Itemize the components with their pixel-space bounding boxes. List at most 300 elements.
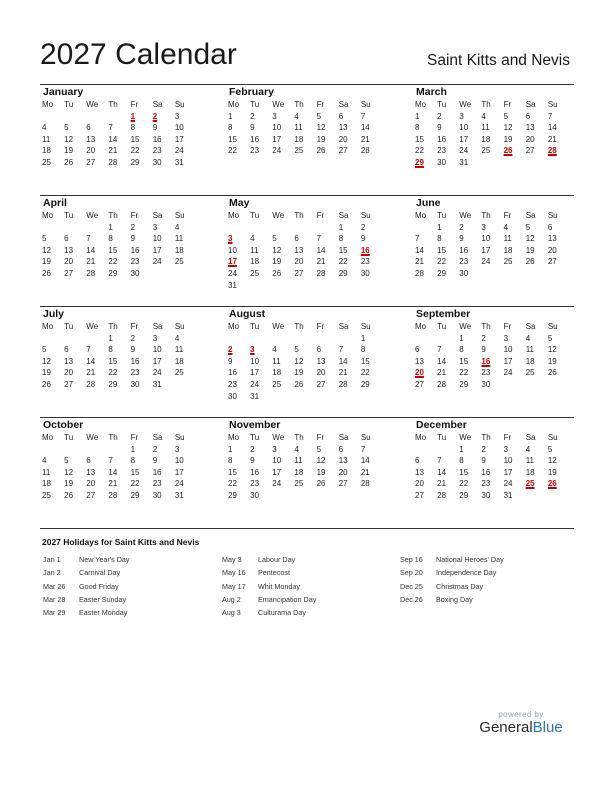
day-cell: 14 [108, 134, 118, 144]
day-cell [524, 490, 546, 502]
day-cell: 21 [86, 257, 96, 267]
week-row [413, 344, 568, 356]
day-cell: 24 [503, 479, 513, 489]
day-cell: 4 [250, 234, 255, 244]
day-cell: 23 [130, 257, 140, 267]
day-cell: 4 [42, 123, 47, 133]
week-row [226, 111, 381, 123]
day-cell: 28 [437, 379, 447, 389]
day-cell [226, 333, 248, 345]
weekday-label: Mo [42, 211, 54, 220]
month-march [413, 85, 568, 169]
day-cell: 23 [250, 146, 260, 156]
day-cell: 22 [130, 479, 140, 489]
day-cell: 29 [437, 268, 447, 278]
holiday-name: Independence Day [436, 568, 497, 578]
month-name: May [229, 197, 250, 209]
weekday-label: Fr [503, 100, 512, 109]
day-cell: 2 [130, 222, 136, 232]
day-cell [173, 268, 195, 280]
day-cell: 5 [547, 333, 553, 343]
day-cell: 28 [437, 490, 447, 500]
day-cell: 25 [294, 146, 304, 156]
holiday-item [222, 566, 316, 579]
weekday-label: Tu [250, 100, 260, 109]
weekday-label: We [459, 322, 472, 331]
weekday-label: Mo [228, 433, 240, 442]
day-cell: 11 [294, 123, 303, 133]
day-cell: 18 [42, 146, 51, 156]
day-cell: 10 [250, 356, 260, 366]
month-name: January [43, 86, 84, 98]
day-cell: 16 [250, 134, 260, 144]
day-cell: 1 [130, 444, 136, 454]
month-october [40, 418, 195, 502]
day-cell: 23 [437, 146, 447, 156]
day-cell: 8 [360, 345, 366, 355]
day-cell: 5 [64, 456, 69, 466]
day-cell: 2 [130, 333, 136, 343]
day-cell: 13 [86, 134, 96, 144]
weekday-label: Mo [42, 433, 54, 442]
day-cell: 9 [481, 345, 486, 355]
day-cell: 23 [360, 257, 370, 267]
day-cell: 10 [481, 234, 491, 244]
holiday-list-column-1 [43, 553, 130, 619]
weekday-label: Sa [525, 211, 536, 220]
day-cell: 16 [481, 467, 491, 477]
week-row [413, 333, 568, 345]
holiday-item [222, 593, 316, 606]
holiday-day-cell: 17 [228, 257, 237, 267]
day-cell: 4 [481, 111, 486, 121]
holiday-date: Mar 28 [43, 594, 66, 604]
weekday-header [413, 99, 568, 111]
day-cell: 26 [64, 490, 74, 500]
week-row [226, 134, 381, 146]
holiday-date: May 16 [222, 568, 246, 578]
day-cell: 6 [338, 111, 344, 121]
day-cell: 10 [272, 456, 282, 466]
week-row [413, 256, 568, 268]
day-cell: 22 [360, 368, 370, 378]
day-cell: 26 [316, 479, 326, 489]
day-cell: 1 [228, 444, 233, 454]
day-cell: 15 [130, 467, 140, 477]
holiday-date: Mar 26 [43, 581, 66, 591]
day-cell: 17 [152, 356, 162, 366]
holiday-day-cell: 1 [130, 111, 136, 121]
holiday-day-cell: 25 [525, 479, 535, 489]
day-cell: 24 [503, 368, 513, 378]
day-cell: 7 [415, 234, 420, 244]
weekday-label: Su [174, 433, 185, 442]
day-cell: 14 [360, 123, 370, 133]
holiday-name: Labour Day [258, 555, 296, 564]
weekday-label: We [86, 211, 99, 220]
day-cell: 2 [481, 333, 486, 343]
day-cell: 25 [503, 257, 513, 267]
day-cell: 9 [250, 456, 255, 466]
week-row [226, 245, 381, 257]
day-cell: 26 [272, 268, 282, 278]
day-cell: 19 [547, 356, 557, 366]
day-cell: 3 [152, 222, 158, 232]
weekday-header [226, 432, 381, 444]
weekday-label: Tu [437, 100, 447, 109]
day-cell: 14 [86, 245, 96, 255]
weekday-label: Mo [228, 322, 240, 331]
weekday-label: Sa [152, 433, 163, 442]
day-cell: 13 [64, 245, 74, 255]
week-row [413, 145, 568, 157]
weekday-label: Tu [437, 211, 447, 220]
weekday-label: Sa [525, 100, 536, 109]
holiday-day-cell: 16 [360, 245, 370, 255]
day-cell: 4 [272, 345, 277, 355]
day-cell: 10 [152, 345, 162, 355]
day-cell [40, 333, 62, 345]
day-cell: 7 [547, 111, 553, 121]
day-cell: 30 [437, 157, 447, 167]
day-cell: 24 [174, 479, 184, 489]
week-row [226, 455, 381, 467]
week-row [413, 268, 568, 280]
day-cell: 18 [481, 134, 491, 144]
holiday-date: Aug 3 [222, 608, 241, 618]
day-cell: 21 [338, 368, 348, 378]
weekday-label: Mo [415, 322, 427, 331]
day-cell: 5 [547, 444, 553, 454]
day-cell: 24 [174, 146, 184, 156]
weekday-label: Mo [415, 211, 427, 220]
weekday-label: Th [481, 433, 491, 442]
week-row [226, 344, 381, 356]
week-row [413, 467, 568, 479]
day-cell: 31 [228, 280, 237, 290]
day-cell: 20 [64, 257, 74, 267]
day-cell: 15 [228, 134, 237, 144]
day-cell: 24 [250, 379, 260, 389]
weekday-label: We [86, 100, 99, 109]
holiday-date: Aug 2 [222, 594, 241, 604]
day-cell: 24 [272, 479, 282, 489]
day-cell: 15 [459, 467, 469, 477]
day-cell [524, 268, 546, 280]
day-cell: 21 [437, 368, 447, 378]
day-cell [413, 333, 435, 345]
month-name: April [43, 197, 67, 209]
day-cell: 9 [152, 123, 158, 133]
week-row [413, 478, 568, 490]
day-cell: 3 [503, 333, 509, 343]
brand-name-blue: Blue [532, 719, 563, 736]
day-cell: 15 [459, 356, 469, 366]
weekday-label: Su [547, 211, 558, 220]
day-cell: 9 [250, 123, 255, 133]
week-row [40, 490, 195, 502]
month-may [226, 196, 381, 291]
holiday-item [43, 606, 130, 619]
week-row [40, 367, 195, 379]
day-cell: 21 [360, 134, 370, 144]
day-cell: 14 [360, 456, 370, 466]
week-row [40, 145, 195, 157]
day-cell: 3 [174, 111, 180, 121]
month-july [40, 307, 195, 391]
day-cell: 26 [42, 379, 51, 389]
day-cell: 6 [86, 456, 91, 466]
day-cell: 21 [108, 479, 118, 489]
day-cell: 3 [272, 111, 277, 121]
day-cell: 4 [525, 444, 531, 454]
weekday-label: Sa [338, 433, 349, 442]
day-cell: 20 [64, 368, 74, 378]
day-cell: 27 [64, 379, 74, 389]
weekday-label: We [459, 433, 472, 442]
week-row [413, 111, 568, 123]
day-cell: 6 [547, 222, 553, 232]
holiday-item [222, 580, 316, 593]
day-cell [315, 333, 337, 345]
day-cell: 2 [250, 444, 255, 454]
weekday-label: We [459, 100, 472, 109]
day-cell: 7 [360, 444, 366, 454]
day-cell [151, 268, 173, 280]
generalblue-logo[interactable] [474, 710, 568, 736]
week-row [413, 222, 568, 234]
weekday-label: Su [174, 100, 185, 109]
day-cell [546, 157, 568, 169]
day-cell: 30 [481, 379, 491, 389]
day-cell: 2 [459, 222, 464, 232]
day-cell: 9 [228, 356, 233, 366]
week-row [226, 356, 381, 368]
day-cell: 1 [228, 111, 233, 121]
day-cell: 16 [250, 467, 260, 477]
day-cell: 13 [415, 356, 424, 366]
day-cell: 19 [64, 146, 74, 156]
day-cell: 23 [152, 479, 162, 489]
calendar-quarter-row [40, 84, 574, 195]
day-cell [546, 490, 568, 502]
weekday-label: Fr [316, 433, 325, 442]
day-cell: 1 [338, 222, 344, 232]
day-cell: 31 [174, 157, 184, 167]
day-cell: 25 [481, 146, 491, 156]
day-cell: 4 [42, 456, 47, 466]
day-cell: 8 [459, 345, 464, 355]
day-cell [248, 222, 270, 234]
day-cell: 20 [294, 257, 304, 267]
day-cell: 1 [108, 222, 113, 232]
day-cell [292, 490, 314, 502]
month-name: November [229, 419, 281, 431]
holiday-name: Easter Monday [79, 608, 128, 618]
day-cell: 19 [294, 368, 304, 378]
day-cell: 2 [360, 222, 366, 232]
day-cell: 12 [547, 456, 557, 466]
day-cell: 11 [174, 234, 184, 244]
week-row [40, 245, 195, 257]
day-cell: 12 [42, 245, 51, 255]
day-cell: 17 [503, 356, 513, 366]
page-title: 2027 Calendar [40, 38, 237, 71]
day-cell [62, 222, 84, 234]
day-cell: 19 [42, 257, 51, 267]
week-row [413, 134, 568, 146]
weekday-label: Mo [228, 100, 240, 109]
weekday-label: Th [294, 100, 304, 109]
day-cell: 31 [459, 157, 469, 167]
day-cell: 4 [503, 222, 509, 232]
day-cell: 25 [42, 157, 51, 167]
day-cell [84, 444, 106, 456]
day-cell: 30 [228, 391, 237, 401]
day-cell: 4 [525, 333, 531, 343]
day-cell: 10 [152, 234, 162, 244]
day-cell: 14 [86, 356, 96, 366]
weekday-header [413, 210, 568, 222]
day-cell: 18 [174, 356, 184, 366]
holiday-date: Jan 1 [43, 555, 61, 564]
day-cell: 8 [130, 456, 136, 466]
day-cell [315, 280, 337, 292]
day-cell: 15 [130, 134, 140, 144]
day-cell: 2 [437, 111, 442, 121]
day-cell: 29 [459, 490, 469, 500]
day-cell: 8 [228, 123, 233, 133]
holiday-name: Christmas Day [436, 581, 484, 591]
day-cell: 11 [42, 134, 51, 144]
weekday-label: Sa [525, 433, 536, 442]
holiday-name: Carnival Day [79, 568, 121, 578]
holiday-date: Sep 20 [400, 568, 423, 578]
day-cell: 12 [64, 467, 74, 477]
day-cell: 10 [174, 456, 184, 466]
weekday-label: Tu [64, 433, 74, 442]
month-name: March [416, 86, 447, 98]
day-cell: 23 [130, 368, 140, 378]
weekday-header [226, 210, 381, 222]
day-cell: 24 [459, 146, 469, 156]
day-cell: 1 [415, 111, 420, 121]
day-cell: 17 [503, 467, 513, 477]
day-cell: 22 [228, 479, 237, 489]
month-name: September [416, 308, 471, 320]
day-cell: 7 [108, 456, 113, 466]
day-cell: 15 [437, 245, 447, 255]
day-cell: 6 [64, 345, 69, 355]
weekday-label: Sa [338, 322, 349, 331]
day-cell: 29 [108, 379, 118, 389]
week-row [40, 356, 195, 368]
day-cell: 16 [152, 467, 162, 477]
weekday-label: Su [174, 211, 185, 220]
day-cell: 31 [152, 379, 162, 389]
day-cell: 24 [481, 257, 491, 267]
day-cell: 28 [360, 479, 370, 489]
day-cell: 13 [86, 467, 96, 477]
day-cell: 24 [272, 146, 282, 156]
day-cell: 16 [459, 245, 469, 255]
day-cell [270, 333, 292, 345]
day-cell: 22 [338, 257, 348, 267]
day-cell: 21 [316, 257, 326, 267]
holiday-date: Jan 2 [43, 568, 61, 578]
week-row [40, 344, 195, 356]
day-cell: 7 [338, 345, 344, 355]
day-cell [173, 379, 195, 391]
weekday-label: Sa [152, 100, 163, 109]
day-cell: 28 [316, 268, 326, 278]
day-cell: 14 [316, 245, 326, 255]
day-cell: 21 [86, 368, 96, 378]
day-cell: 8 [108, 234, 113, 244]
day-cell: 10 [228, 245, 237, 255]
weekday-label: Su [360, 322, 371, 331]
day-cell: 23 [459, 257, 469, 267]
day-cell: 11 [503, 234, 512, 244]
holiday-day-cell: 2 [152, 111, 158, 121]
holiday-date: Dec 25 [400, 581, 423, 591]
day-cell: 18 [294, 134, 304, 144]
week-row [413, 379, 568, 391]
day-cell: 22 [228, 146, 237, 156]
holiday-day-cell: 26 [503, 146, 513, 156]
day-cell: 6 [415, 345, 420, 355]
day-cell: 3 [481, 222, 486, 232]
day-cell [270, 280, 292, 292]
holiday-name: Emancipation Day [258, 594, 317, 604]
weekday-header [226, 321, 381, 333]
week-row [40, 478, 195, 490]
week-row [40, 333, 195, 345]
weekday-label: Th [108, 322, 118, 331]
day-cell: 26 [294, 379, 304, 389]
weekday-label: Tu [437, 433, 447, 442]
week-row [226, 444, 381, 456]
weekday-label: Tu [437, 322, 447, 331]
day-cell: 25 [174, 257, 184, 267]
day-cell: 11 [294, 456, 303, 466]
day-cell: 13 [415, 467, 424, 477]
day-cell: 16 [228, 368, 237, 378]
day-cell: 18 [250, 257, 260, 267]
day-cell: 5 [272, 234, 277, 244]
day-cell: 27 [415, 379, 424, 389]
day-cell [40, 444, 62, 456]
day-cell [270, 391, 292, 403]
weekday-label: Sa [338, 100, 349, 109]
day-cell: 30 [481, 490, 491, 500]
day-cell: 19 [316, 134, 326, 144]
day-cell: 31 [174, 490, 184, 500]
day-cell: 18 [174, 245, 184, 255]
day-cell [502, 379, 524, 391]
holiday-item [43, 566, 130, 579]
weekday-label: Mo [42, 100, 54, 109]
week-row [413, 356, 568, 368]
day-cell: 17 [481, 245, 491, 255]
day-cell: 22 [108, 257, 118, 267]
weekday-label: Fr [316, 211, 325, 220]
week-row [413, 367, 568, 379]
day-cell: 13 [547, 234, 557, 244]
weekday-label: Tu [64, 211, 74, 220]
day-cell: 28 [86, 379, 96, 389]
day-cell: 29 [130, 490, 140, 500]
